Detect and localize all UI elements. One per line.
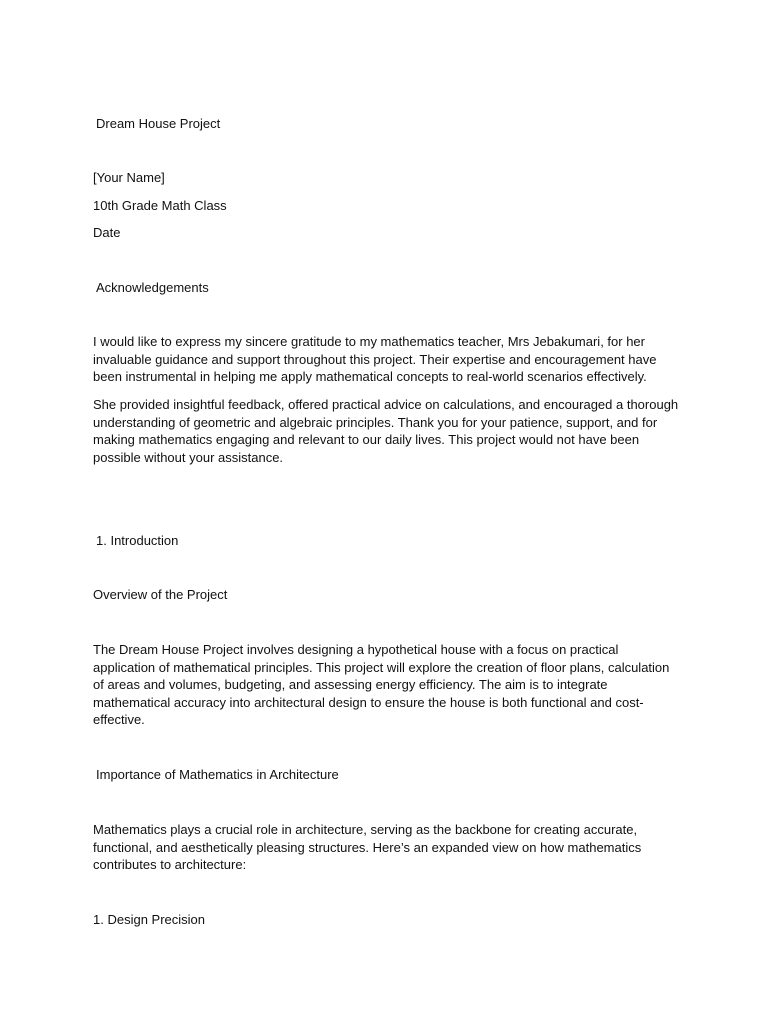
overview-paragraph: The Dream House Project involves designing a hypothetical house with a focus on practical application of mathematical principles. This project will explore the creation of floor plans, calculation of areas and volumes, budgeting, and assessing energy efficiency. The aim is to integrate mathematical accuracy into architectural design to ensure the house is both functional and cost-effective.	[93, 642, 670, 728]
class-name: 10th Grade Math Class	[93, 198, 227, 213]
author-name: [Your Name]	[93, 170, 165, 185]
section-introduction-heading: 1. Introduction	[96, 533, 179, 548]
acknowledgements-paragraph-1: I would like to express my sincere gratitude to my mathematics teacher, Mrs Jebakumari, for her invaluable guidance and support throughout this project. Their expertise and encouragement have been instrumental in helping me apply mathematical concepts to real-world scenarios effectively.	[93, 334, 657, 385]
document-title: Dream House Project	[96, 116, 221, 131]
importance-paragraph: Mathematics plays a crucial role in architecture, serving as the backbone for creating accurate, functional, and aesthetically pleasing structures. Here’s an expanded view on how mathematics contributes to architecture:	[93, 822, 642, 873]
acknowledgements-paragraph-2: She provided insightful feedback, offered practical advice on calculations, and encouraged a thorough understanding of geometric and algebraic principles. Thank you for your patience, support, and for making mathematics engaging and relevant to our daily lives. This project would not have been possible without your assistance.	[93, 397, 679, 465]
acknowledgements-heading: Acknowledgements	[96, 280, 209, 295]
design-precision-heading: 1. Design Precision	[93, 912, 205, 927]
importance-heading: Importance of Mathematics in Architecture	[96, 767, 339, 782]
date-line: Date	[93, 225, 121, 240]
overview-heading: Overview of the Project	[93, 587, 228, 602]
